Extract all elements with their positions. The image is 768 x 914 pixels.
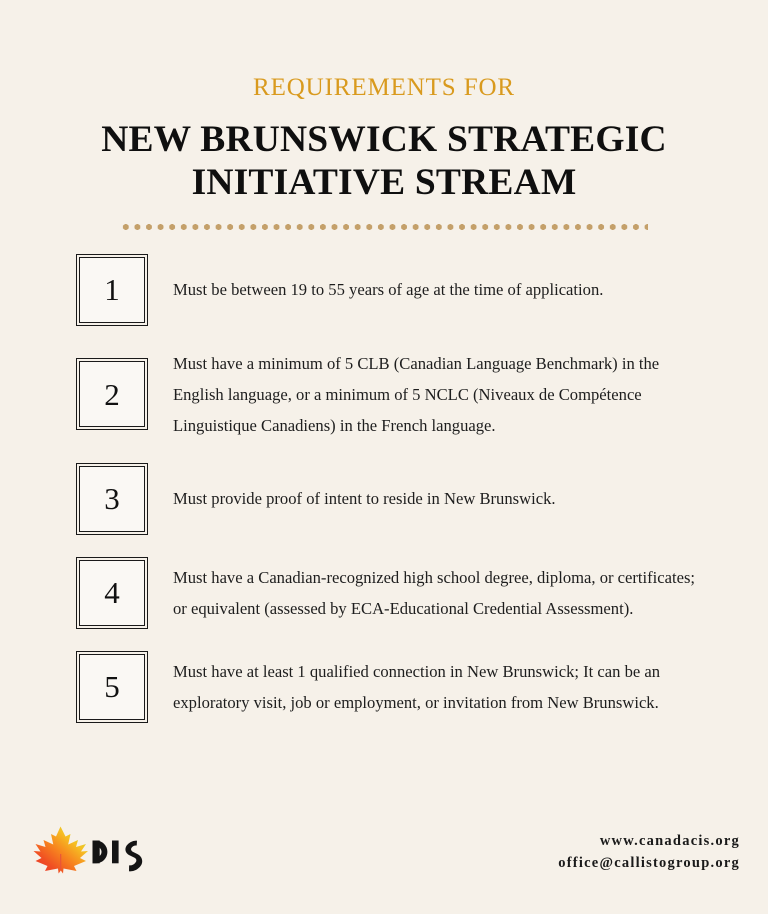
page-title bbox=[0, 118, 768, 205]
requirement-text: Must have a Canadian-recognized high school degree, diploma, or certificates; or equivalent (assessed by ECA-Educational Credential Assessment). bbox=[173, 567, 696, 618]
requirement-number-badge: 1 bbox=[76, 254, 148, 326]
website-text[interactable]: www.canadacis.org bbox=[599, 833, 740, 849]
contact-info bbox=[558, 830, 740, 874]
logo-wordmark bbox=[93, 841, 143, 872]
page-title-line-1: NEW BRUNSWICK STRATEGIC bbox=[101, 118, 667, 160]
poster-header bbox=[0, 0, 768, 205]
logo-graphic bbox=[30, 820, 150, 884]
list-item bbox=[76, 254, 768, 326]
requirement-text: Must be between 19 to 55 years of age at the time of application. bbox=[173, 280, 604, 299]
list-item bbox=[76, 348, 768, 441]
requirement-text: Must provide proof of intent to reside in New Brunswick. bbox=[173, 489, 556, 508]
requirement-text: Must have a minimum of 5 CLB (Canadian Language Benchmark) in the English language, or a minimum of 5 NCLC (Niveaux de Compétence Linguistique Canadiens) in the French language. bbox=[173, 353, 660, 435]
requirement-number-badge: 4 bbox=[76, 557, 148, 629]
brand-logo bbox=[30, 820, 150, 884]
list-item bbox=[76, 557, 768, 629]
list-item bbox=[76, 651, 768, 723]
poster-footer bbox=[0, 816, 768, 888]
requirement-text: Must have at least 1 qualified connection in New Brunswick; It can be an exploratory visit, job or employment, or invitation from New Brunswick. bbox=[173, 661, 661, 712]
divider-dots bbox=[120, 224, 648, 230]
eyebrow-text: REQUIREMENTS FOR bbox=[253, 74, 515, 101]
requirement-number-badge: 2 bbox=[76, 358, 148, 430]
requirements-list bbox=[0, 254, 768, 723]
page-title-line-2: INITIATIVE STREAM bbox=[191, 162, 577, 203]
requirement-number-badge: 3 bbox=[76, 463, 148, 535]
maple-leaf-icon bbox=[34, 827, 89, 874]
list-item bbox=[76, 463, 768, 535]
dotted-divider bbox=[120, 224, 648, 230]
email-text[interactable]: office@callistogroup.org bbox=[558, 855, 740, 871]
requirement-number-badge: 5 bbox=[76, 651, 148, 723]
